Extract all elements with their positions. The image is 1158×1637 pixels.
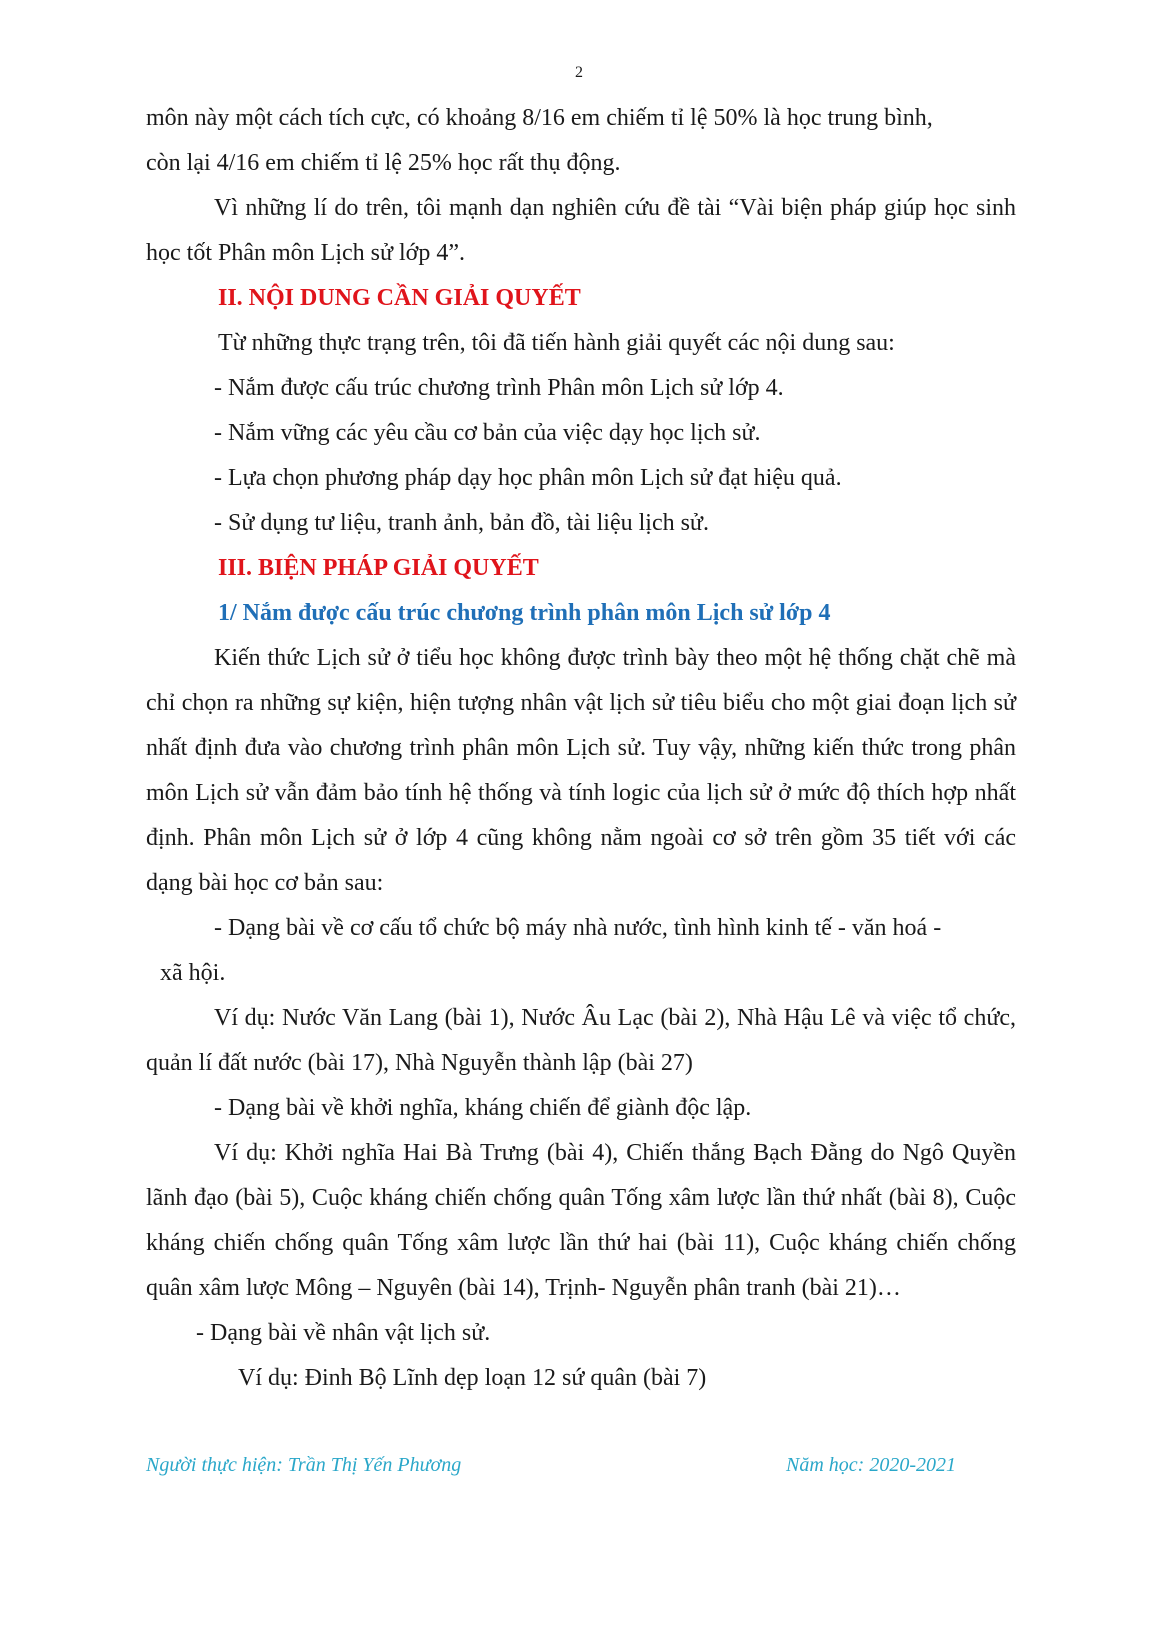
example-3: Ví dụ: Đinh Bộ Lĩnh dẹp loạn 12 sứ quân (bài 7) <box>238 1365 707 1391</box>
lesson-type-2: - Dạng bài về khởi nghĩa, kháng chiến để giành độc lập. <box>214 1095 752 1121</box>
list-item: - Lựa chọn phương pháp dạy học phân môn Lịch sử đạt hiệu quả. <box>214 465 842 491</box>
list-item: - Sử dụng tư liệu, tranh ảnh, bản đồ, tài liệu lịch sử. <box>214 510 709 536</box>
list-item: - Nắm được cấu trúc chương trình Phân môn Lịch sử lớp 4. <box>214 375 784 401</box>
paragraph-continued: môn này một cách tích cực, có khoảng 8/16 em chiếm tỉ lệ 50% là học trung bình, <box>146 105 933 131</box>
lesson-type-3: - Dạng bài về nhân vật lịch sử. <box>196 1320 491 1346</box>
paragraph-continued-end: còn lại 4/16 em chiếm tỉ lệ 25% học rất thụ động. <box>146 150 621 176</box>
paragraph-reason: Vì những lí do trên, tôi mạnh dạn nghiên cứu đề tài “Vài biện pháp giúp học sinh học tốt Phân môn Lịch sử lớp 4”. <box>146 195 1016 266</box>
page-number: 2 <box>575 64 583 81</box>
lesson-type-1: - Dạng bài về cơ cấu tổ chức bộ máy nhà nước, tình hình kinh tế - văn hoá - <box>214 915 942 941</box>
footer-year: Năm học: 2020-2021 <box>786 1454 956 1476</box>
paragraph-knowledge: Kiến thức Lịch sử ở tiểu học không được trình bày theo một hệ thống chặt chẽ mà chỉ chọn ra những sự kiện, hiện tượng nhân vật lịch sử tiêu biểu cho một giai đoạn lịch sử nhất định đưa vào chương trình phân môn Lịch sử. Tuy vậy, những kiến thức trong phân môn Lịch sử vẫn đảm bảo tính hệ thống và tính logic của lịch sử ở mức độ thích hợp nhất định. Phân môn Lịch sử ở lớp 4 cũng không nằm ngoài cơ sở trên gồm 35 tiết với các dạng bài học cơ bản sau: <box>146 645 1016 896</box>
subsection-heading-1: 1/ Nắm được cấu trúc chương trình phân môn Lịch sử lớp 4 <box>218 600 831 626</box>
section-heading-2: II. NỘI DUNG CẦN GIẢI QUYẾT <box>218 285 581 311</box>
list-item: - Nắm vững các yêu cầu cơ bản của việc dạy học lịch sử. <box>214 420 761 446</box>
section-heading-3: III. BIỆN PHÁP GIẢI QUYẾT <box>218 555 539 581</box>
example-1: Ví dụ: Nước Văn Lang (bài 1), Nước Âu Lạc (bài 2), Nhà Hậu Lê và việc tổ chức, quản lí đất nước (bài 17), Nhà Nguyễn thành lập (bài 27) <box>146 1005 1016 1076</box>
example-2: Ví dụ: Khởi nghĩa Hai Bà Trưng (bài 4), Chiến thắng Bạch Đằng do Ngô Quyền lãnh đạo (bài 5), Cuộc kháng chiến chống quân Tống xâm lược lần thứ nhất (bài 8), Cuộc kháng chiến chống quân Tống xâm lược lần thứ hai (bài 11), Cuộc kháng chiến chống quân xâm lược Mông – Nguyên (bài 14), Trịnh- Nguyễn phân tranh (bài 21)… <box>146 1140 1016 1301</box>
paragraph-intro: Từ những thực trạng trên, tôi đã tiến hành giải quyết các nội dung sau: <box>218 330 895 356</box>
lesson-type-1-cont: xã hội. <box>160 960 226 986</box>
document-body <box>146 96 1016 1401</box>
footer-author: Người thực hiện: Trần Thị Yến Phương <box>146 1454 462 1476</box>
